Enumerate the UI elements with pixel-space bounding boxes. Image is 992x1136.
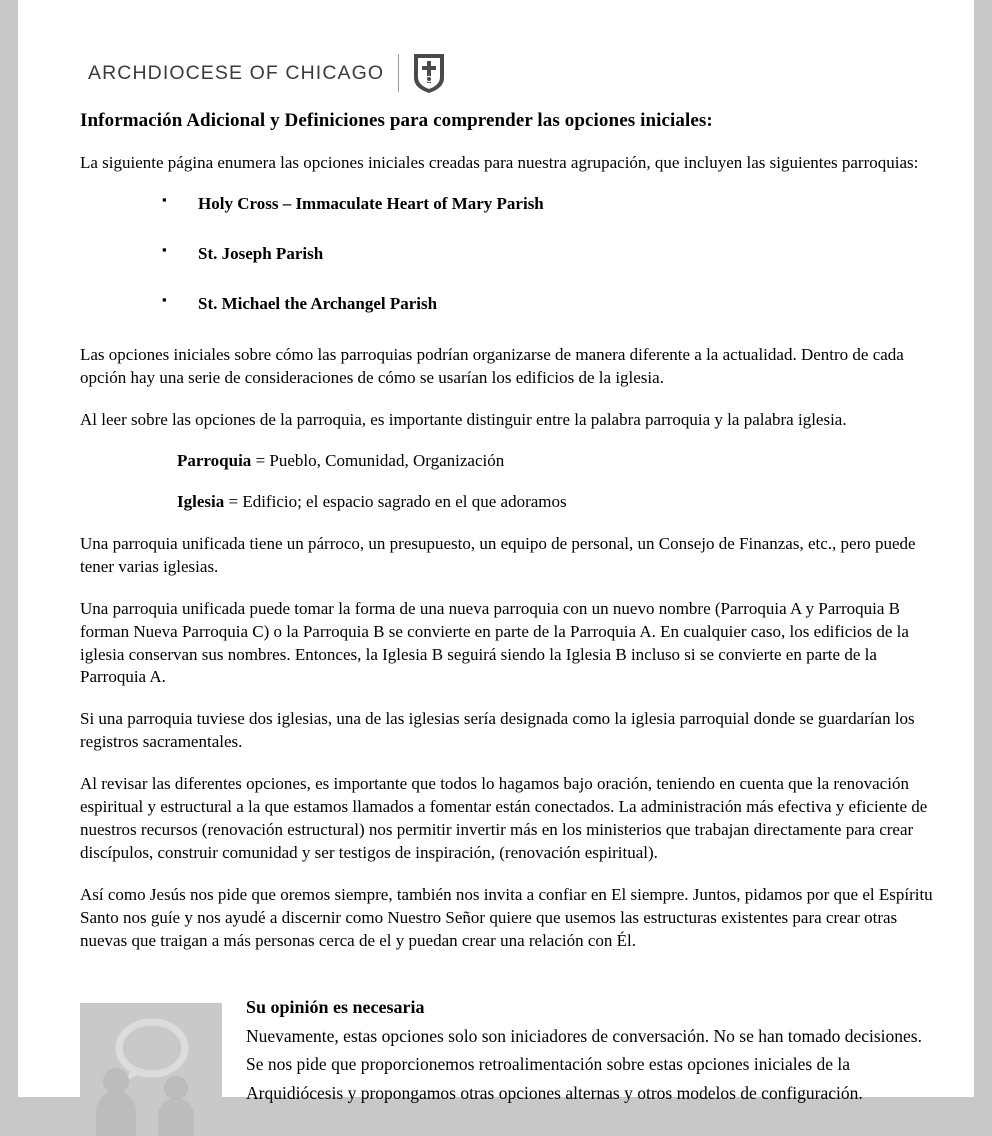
document-page xyxy=(18,0,974,1103)
definition-term: Iglesia xyxy=(177,491,225,511)
options-explanation-paragraph: Las opciones iniciales sobre cómo las parroquias podrían organizarse de manera diferente a la actualidad. Dentro de cada opción hay una serie de consideraciones de cómo se usarían los edificios de la iglesia. xyxy=(80,344,904,387)
definition-parroquia xyxy=(80,451,942,471)
header-divider xyxy=(398,54,399,92)
callout-title: Su opinión es necesaria xyxy=(246,996,425,1017)
definition-iglesia xyxy=(80,492,942,512)
distinction-paragraph: Al leer sobre las opciones de la parroquia, es importante distinguir entre la palabra parroquia y la palabra iglesia. xyxy=(80,409,847,429)
definition-meaning: = Edificio; el espacio sagrado en el que adoramos xyxy=(224,491,567,511)
archdiocese-crest-icon xyxy=(412,52,446,94)
document-content xyxy=(80,50,942,1136)
list-item: ▪ St. Joseph Parish xyxy=(80,244,942,264)
body-paragraph-1: Una parroquia unificada tiene un párroco, un presupuesto, un equipo de personal, un Consejo de Finanzas, etc., pero puede tener varias iglesias. xyxy=(80,533,916,576)
feedback-callout-body xyxy=(222,997,942,1107)
body-paragraph-3: Si una parroquia tuviese dos iglesias, una de las iglesias sería designada como la iglesia parroquial donde se guardarían los registros sacramentales. xyxy=(80,709,915,752)
archdiocese-header xyxy=(88,50,942,96)
body-paragraph-5: Así como Jesús nos pide que oremos siempre, también nos invita a confiar en El siempre. Juntos, pidamos por que el Espíritu Santo nos guíe y nos ayudé a discernir como Nuestro Señor quiere que usemos las estructuras existentes para crear otras nuevas que traigan a más personas cerca de el y puedan crear una relación con Él. xyxy=(80,885,933,950)
parish-list xyxy=(80,194,942,314)
intro-paragraph: La siguiente página enumera las opciones iniciales creadas para nuestra agrupación, que incluyen las siguientes parroquias: xyxy=(80,153,919,172)
body-paragraph-4: Al revisar las diferentes opciones, es importante que todos lo hagamos bajo oración, teniendo en cuenta que la renovación espiritual y estructural a la que estamos llamados a fomentar están conectados. La administración más efectiva y eficiente de nuestros recursos (renovación estructural) nos permitir invertir más en los ministerios que trabajan directamente para crear discípulos, construir comunidad y ser testigos de inspiración, (renovación espiritual). xyxy=(80,774,928,863)
body-paragraph-2: Una parroquia unificada puede tomar la forma de una nueva parroquia con un nuevo nombre (Parroquia A y Parroquia B forman Nueva Parroquia C) o la Parroquia B se convierte en parte de la Parroquia A. En cualquier caso, los edificios de la iglesia conservan sus nombres. Entonces, la Iglesia B seguirá siendo la Iglesia B incluso si se convierte en parte de la Parroquia A. xyxy=(80,598,909,687)
page-title: Información Adicional y Definiciones para comprender las opciones iniciales: xyxy=(80,110,713,131)
organization-name: ARCHDIOCESE OF CHICAGO xyxy=(88,61,385,84)
people-speech-bubble-icon xyxy=(80,1003,222,1136)
definition-meaning: = Pueblo, Comunidad, Organización xyxy=(251,450,505,470)
list-item: ▪ Holy Cross – Immaculate Heart of Mary Parish xyxy=(80,194,942,214)
list-item: ▪ St. Michael the Archangel Parish xyxy=(80,294,942,314)
feedback-callout xyxy=(80,997,942,1136)
definition-term: Parroquia xyxy=(177,450,252,470)
callout-text: Nuevamente, estas opciones solo son iniciadores de conversación. No se han tomado decisiones. Se nos pide que proporcionemos retroalimentación sobre estas opciones iniciales de la Arquidiócesis y propongamos otras opciones alternas y otros modelos de configuración. xyxy=(246,1025,922,1103)
